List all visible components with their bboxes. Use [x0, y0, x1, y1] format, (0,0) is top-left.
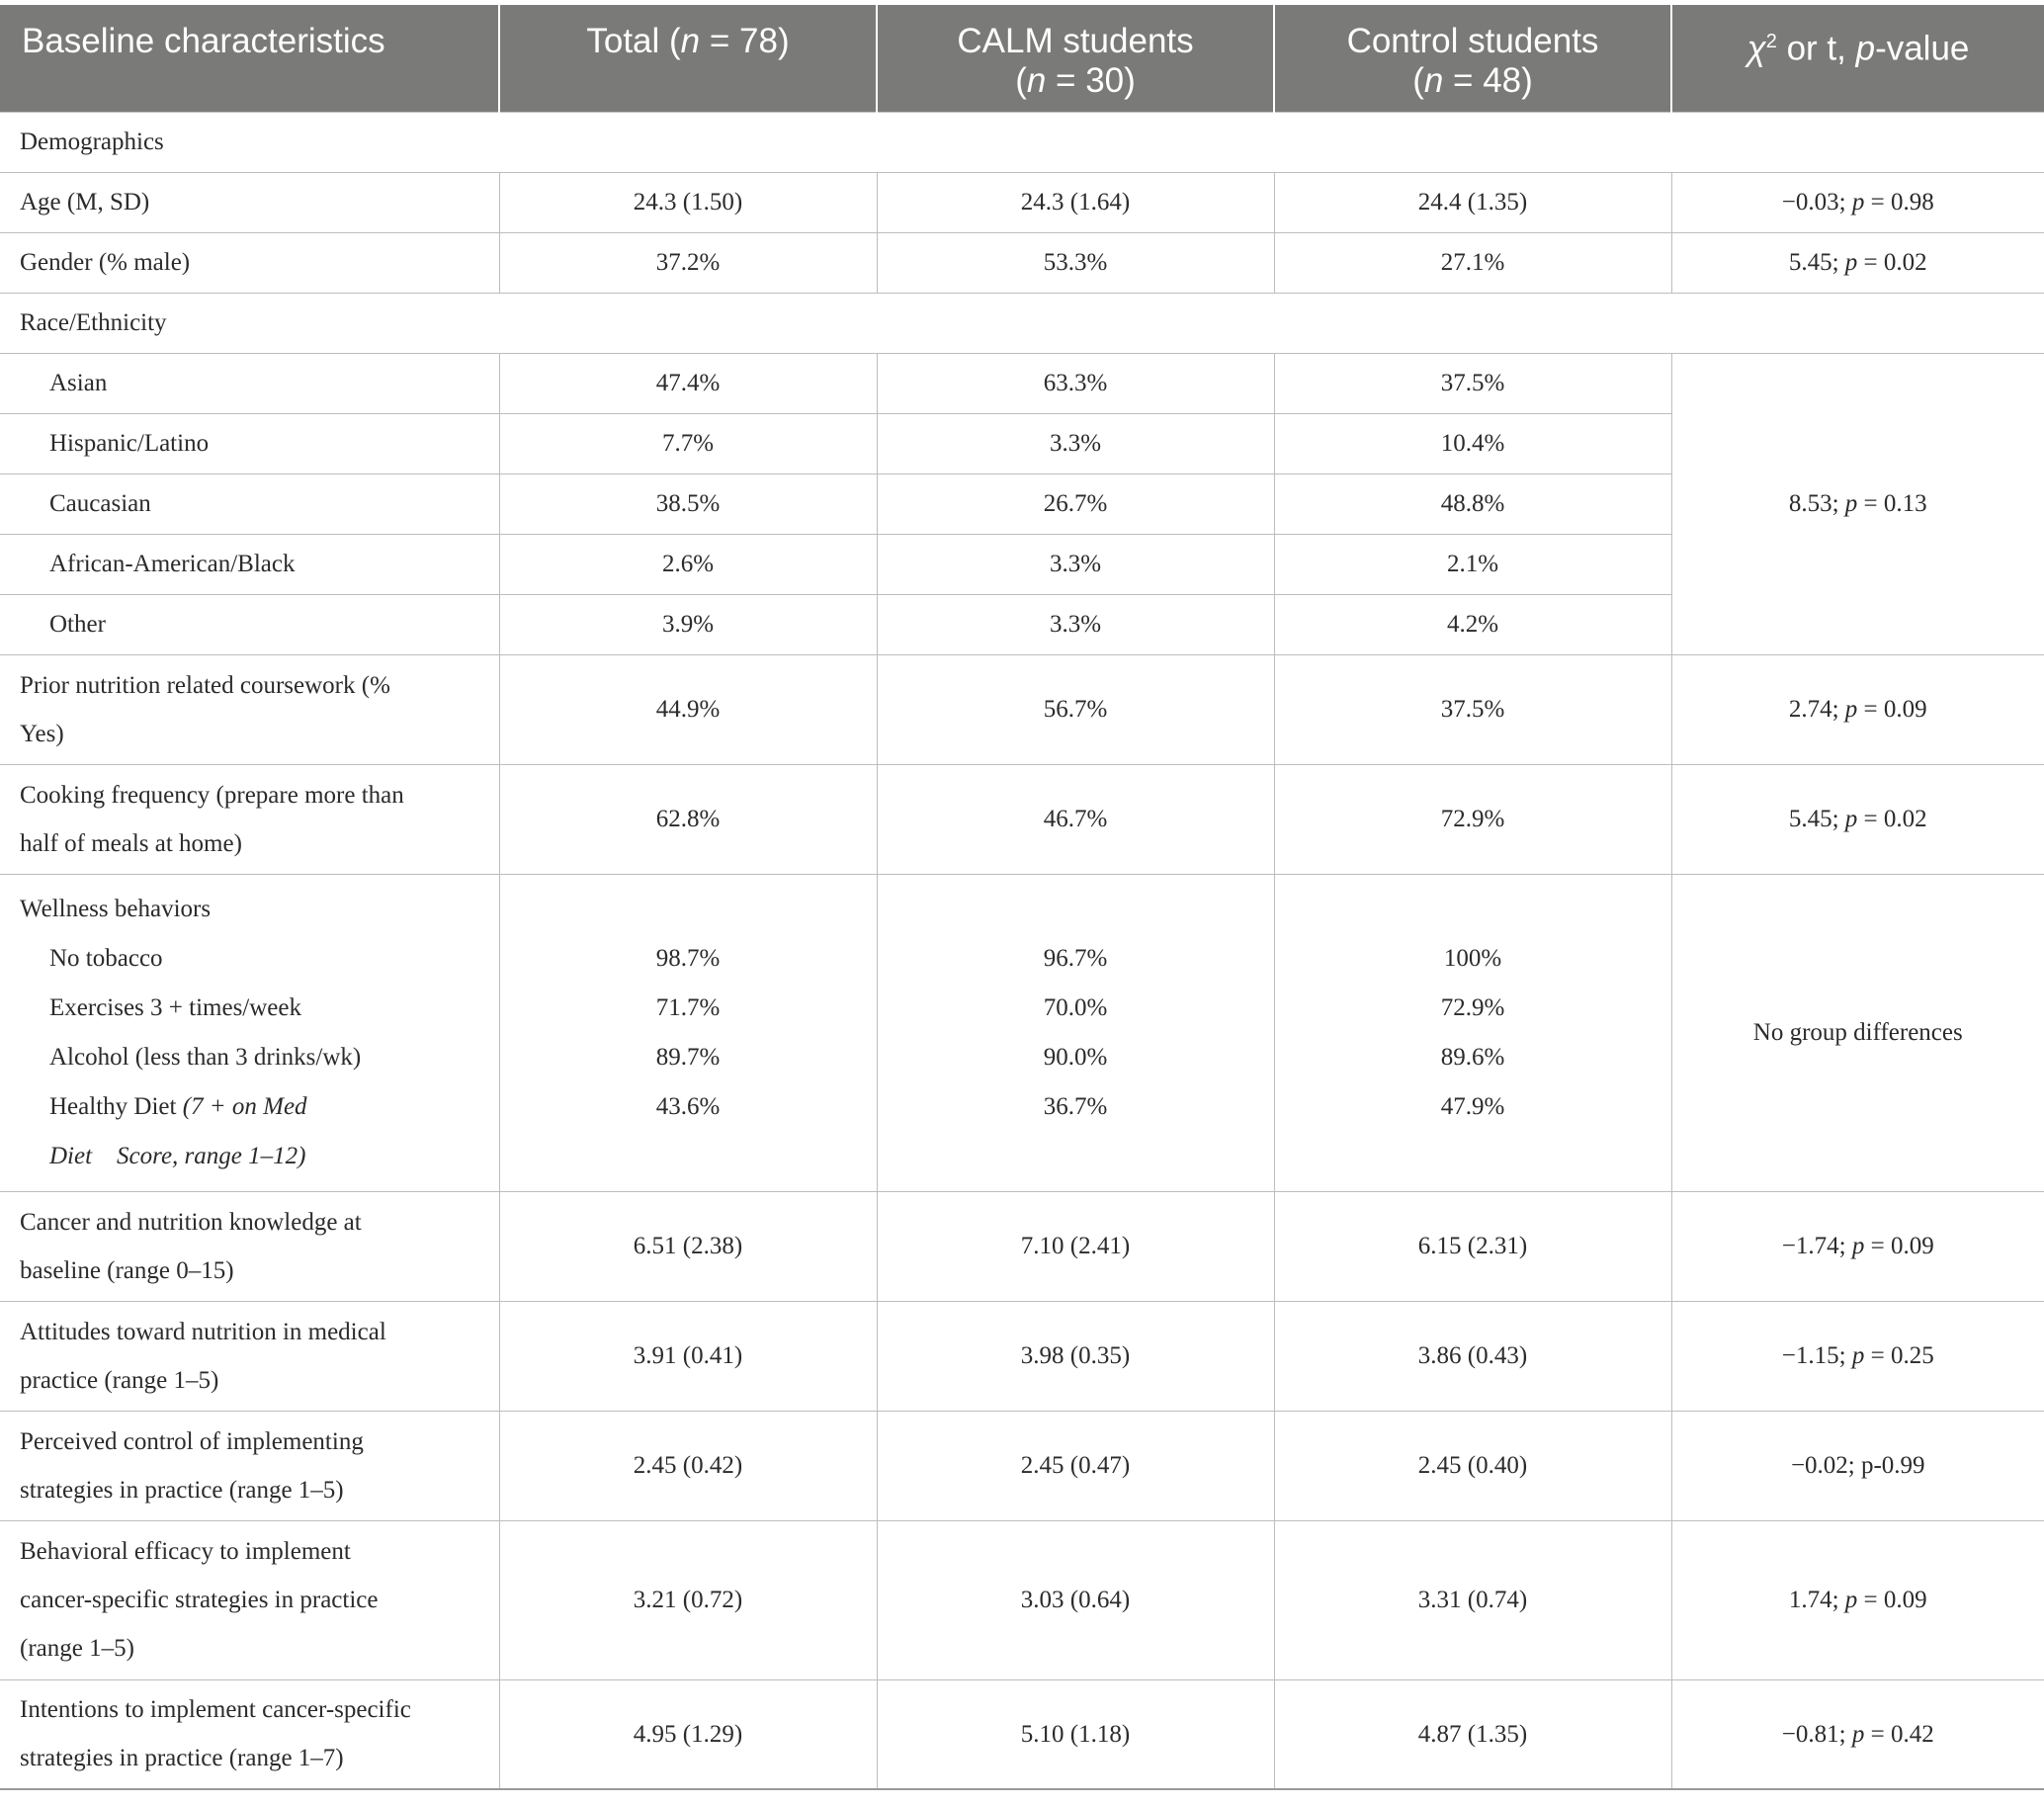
- header-total: [499, 5, 877, 112]
- header-row: [0, 5, 2044, 112]
- row-label-intentions: [0, 1679, 499, 1789]
- row-label-other: Other: [0, 594, 499, 654]
- cell-intentions-stat: [1671, 1679, 2044, 1789]
- header-control: [1274, 5, 1671, 112]
- table-row-age: [0, 172, 2044, 232]
- cell-knowledge-total: 6.51 (2.38): [499, 1191, 877, 1301]
- cell-gender-calm: 53.3%: [877, 232, 1274, 293]
- row-label-wellness: [0, 874, 499, 1191]
- wellness-item-diet: [20, 1082, 487, 1132]
- table-row-asian: [0, 353, 2044, 413]
- cell-prior-stat: [1671, 654, 2044, 764]
- stat-pval: = 0.02: [1857, 249, 1927, 276]
- header-calm-n: n: [1026, 61, 1047, 100]
- header-total-suffix: = 78): [700, 22, 790, 60]
- label-line: practice (range 1–5): [20, 1366, 219, 1394]
- section-row-demographics: [0, 112, 2044, 172]
- label-line: Yes): [20, 720, 64, 747]
- cell-african-calm: 3.3%: [877, 534, 1274, 594]
- stat-value: −0.81;: [1781, 1720, 1852, 1748]
- cell-prior-control: 37.5%: [1274, 654, 1671, 764]
- row-label-age: Age (M, SD): [0, 172, 499, 232]
- cell-perceived-total: 2.45 (0.42): [499, 1411, 877, 1520]
- wellness-value: 36.7%: [1043, 1092, 1108, 1120]
- cell-caucasian-calm: 26.7%: [877, 473, 1274, 534]
- table-row-cooking-frequency: [0, 764, 2044, 874]
- header-control-title: Control students: [1346, 22, 1599, 60]
- stat-value: 2.74;: [1788, 696, 1845, 723]
- stat-value: −0.03;: [1781, 189, 1852, 215]
- cell-intentions-total: 4.95 (1.29): [499, 1679, 877, 1789]
- header-statistic: [1671, 5, 2044, 112]
- cell-perceived-stat: −0.02; p-0.99: [1671, 1411, 2044, 1520]
- header-baseline-characteristics: Baseline characteristics: [0, 5, 499, 112]
- stat-pval: = 0.09: [1864, 1233, 1934, 1259]
- stat-p: p: [1851, 189, 1865, 215]
- wellness-value: 96.7%: [1043, 944, 1108, 972]
- cell-hispanic-control: 10.4%: [1274, 413, 1671, 473]
- label-line: Perceived control of implementing: [20, 1427, 364, 1455]
- table-row-intentions: [0, 1679, 2044, 1789]
- cell-age-control: 24.4 (1.35): [1274, 172, 1671, 232]
- stat-pval: = 0.09: [1857, 1587, 1927, 1613]
- cell-wellness-stat: No group differences: [1671, 874, 2044, 1191]
- wellness-heading: Wellness behaviors: [20, 895, 212, 922]
- wellness-value: 71.7%: [655, 993, 721, 1021]
- row-label-caucasian: Caucasian: [0, 473, 499, 534]
- stat-p: p: [1851, 1342, 1865, 1369]
- cell-knowledge-stat: [1671, 1191, 2044, 1301]
- cell-african-total: 2.6%: [499, 534, 877, 594]
- stat-value: 8.53;: [1788, 490, 1845, 517]
- cell-age-stat: [1671, 172, 2044, 232]
- cell-other-total: 3.9%: [499, 594, 877, 654]
- section-race-ethnicity: Race/Ethnicity: [0, 293, 2044, 353]
- table-row-gender: [0, 232, 2044, 293]
- cell-efficacy-control: 3.31 (0.74): [1274, 1520, 1671, 1679]
- label-line: half of meals at home): [20, 829, 242, 857]
- cell-efficacy-stat: [1671, 1520, 2044, 1679]
- stat-p: p: [1844, 490, 1858, 517]
- cell-race-stat: [1671, 353, 2044, 654]
- row-label-gender: Gender (% male): [0, 232, 499, 293]
- label-line: Behavioral efficacy to implement: [20, 1538, 351, 1565]
- stat-value: 1.74;: [1788, 1587, 1845, 1613]
- row-label-perceived-control: [0, 1411, 499, 1520]
- header-stat-mid: or t,: [1776, 29, 1856, 68]
- header-total-n: n: [680, 22, 701, 60]
- row-label-african-american: African-American/Black: [0, 534, 499, 594]
- header-control-n-line: [1285, 61, 1661, 101]
- cell-prior-calm: 56.7%: [877, 654, 1274, 764]
- header-calm-n-line: [888, 61, 1263, 101]
- header-calm: [877, 5, 1274, 112]
- header-stat-suffix: -value: [1875, 29, 1970, 68]
- cell-wellness-total: [499, 874, 877, 1191]
- cell-asian-total: 47.4%: [499, 353, 877, 413]
- row-label-knowledge: [0, 1191, 499, 1301]
- cell-perceived-control: 2.45 (0.40): [1274, 1411, 1671, 1520]
- label-line: cancer-specific strategies in practice: [20, 1587, 379, 1613]
- cell-age-total: 24.3 (1.50): [499, 172, 877, 232]
- stat-pval: = 0.25: [1864, 1342, 1934, 1369]
- header-chi-superscript: 2: [1765, 31, 1777, 52]
- table-row-attitudes: [0, 1301, 2044, 1411]
- wellness-item-diet-line2: Diet Score, range 1–12): [49, 1142, 306, 1169]
- cell-cooking-calm: 46.7%: [877, 764, 1274, 874]
- table-row-behavioral-efficacy: [0, 1520, 2044, 1679]
- row-label-behavioral-efficacy: [0, 1520, 499, 1679]
- cell-attitudes-total: 3.91 (0.41): [499, 1301, 877, 1411]
- cell-knowledge-control: 6.15 (2.31): [1274, 1191, 1671, 1301]
- stat-pval: = 0.98: [1864, 189, 1934, 215]
- row-label-cooking-frequency: [0, 764, 499, 874]
- cell-attitudes-calm: 3.98 (0.35): [877, 1301, 1274, 1411]
- stat-value: 5.45;: [1788, 806, 1845, 832]
- header-control-n: n: [1423, 61, 1444, 100]
- label-line: strategies in practice (range 1–7): [20, 1745, 344, 1772]
- header-calm-title: CALM students: [957, 22, 1194, 60]
- stat-p: p: [1851, 1233, 1865, 1259]
- cell-efficacy-calm: 3.03 (0.64): [877, 1520, 1274, 1679]
- diet-label: Healthy Diet: [49, 1092, 183, 1120]
- cell-gender-total: 37.2%: [499, 232, 877, 293]
- cell-hispanic-total: 7.7%: [499, 413, 877, 473]
- label-line: strategies in practice (range 1–5): [20, 1476, 344, 1504]
- label-line: baseline (range 0–15): [20, 1256, 234, 1284]
- header-control-suffix: = 48): [1443, 61, 1533, 100]
- section-demographics: Demographics: [0, 112, 2044, 172]
- label-line: Cooking frequency (prepare more than: [20, 781, 404, 809]
- stat-p: p: [1844, 249, 1858, 276]
- cell-gender-control: 27.1%: [1274, 232, 1671, 293]
- header-control-prefix: (: [1412, 61, 1424, 100]
- stat-pval: = 0.09: [1857, 696, 1927, 723]
- row-label-attitudes: [0, 1301, 499, 1411]
- stat-p: p: [1851, 1720, 1865, 1748]
- wellness-value: 47.9%: [1440, 1092, 1505, 1120]
- stat-pval: = 0.42: [1864, 1720, 1934, 1748]
- row-label-prior-coursework: [0, 654, 499, 764]
- diet-label-italic: (7 + on Med: [182, 1092, 307, 1120]
- cell-african-control: 2.1%: [1274, 534, 1671, 594]
- wellness-value: 89.7%: [655, 1043, 721, 1071]
- row-label-asian: Asian: [0, 353, 499, 413]
- stat-p: p: [1844, 806, 1858, 832]
- cell-wellness-calm: [877, 874, 1274, 1191]
- label-line: (range 1–5): [20, 1635, 134, 1662]
- label-line: Cancer and nutrition knowledge at: [20, 1208, 362, 1236]
- row-label-hispanic: Hispanic/Latino: [0, 413, 499, 473]
- cell-caucasian-control: 48.8%: [1274, 473, 1671, 534]
- cell-knowledge-calm: 7.10 (2.41): [877, 1191, 1274, 1301]
- cell-intentions-calm: 5.10 (1.18): [877, 1679, 1274, 1789]
- wellness-value: 72.9%: [1440, 993, 1505, 1021]
- table-row-prior-coursework: [0, 654, 2044, 764]
- stat-p: p: [1844, 1587, 1858, 1613]
- table-row-perceived-control: [0, 1411, 2044, 1520]
- wellness-item-exercise: Exercises 3 + times/week: [49, 993, 301, 1021]
- label-line: Intentions to implement cancer-specific: [20, 1696, 411, 1724]
- wellness-value: 98.7%: [655, 944, 721, 972]
- cell-cooking-control: 72.9%: [1274, 764, 1671, 874]
- cell-cooking-stat: [1671, 764, 2044, 874]
- header-stat-p: p: [1855, 29, 1876, 68]
- label-line: Attitudes toward nutrition in medical: [20, 1318, 386, 1345]
- header-chi-symbol: χ: [1746, 29, 1766, 68]
- cell-asian-calm: 63.3%: [877, 353, 1274, 413]
- table-row-wellness-behaviors: [0, 874, 2044, 1191]
- baseline-characteristics-table: [0, 5, 2044, 1790]
- wellness-value: 89.6%: [1440, 1043, 1505, 1071]
- wellness-item-alcohol: Alcohol (less than 3 drinks/wk): [49, 1043, 362, 1071]
- stat-value: −1.74;: [1781, 1233, 1852, 1259]
- cell-age-calm: 24.3 (1.64): [877, 172, 1274, 232]
- cell-perceived-calm: 2.45 (0.47): [877, 1411, 1274, 1520]
- wellness-item-tobacco: No tobacco: [49, 944, 163, 972]
- stat-pval: = 0.13: [1857, 490, 1927, 517]
- label-line: Prior nutrition related coursework (%: [20, 671, 390, 699]
- cell-hispanic-calm: 3.3%: [877, 413, 1274, 473]
- cell-gender-stat: [1671, 232, 2044, 293]
- cell-asian-control: 37.5%: [1274, 353, 1671, 413]
- wellness-value: 90.0%: [1043, 1043, 1108, 1071]
- cell-other-calm: 3.3%: [877, 594, 1274, 654]
- stat-p: p: [1844, 696, 1858, 723]
- cell-efficacy-total: 3.21 (0.72): [499, 1520, 877, 1679]
- header-calm-suffix: = 30): [1046, 61, 1136, 100]
- section-row-race: [0, 293, 2044, 353]
- cell-attitudes-control: 3.86 (0.43): [1274, 1301, 1671, 1411]
- cell-other-control: 4.2%: [1274, 594, 1671, 654]
- wellness-value: 70.0%: [1043, 993, 1108, 1021]
- wellness-value: 100%: [1443, 944, 1502, 972]
- header-total-prefix: Total (: [586, 22, 681, 60]
- cell-wellness-control: [1274, 874, 1671, 1191]
- stat-pval: = 0.02: [1857, 806, 1927, 832]
- table-row-knowledge: [0, 1191, 2044, 1301]
- stat-value: −1.15;: [1781, 1342, 1852, 1369]
- cell-cooking-total: 62.8%: [499, 764, 877, 874]
- cell-caucasian-total: 38.5%: [499, 473, 877, 534]
- cell-intentions-control: 4.87 (1.35): [1274, 1679, 1671, 1789]
- wellness-value: 43.6%: [655, 1092, 721, 1120]
- header-calm-prefix: (: [1015, 61, 1027, 100]
- cell-prior-total: 44.9%: [499, 654, 877, 764]
- stat-value: 5.45;: [1788, 249, 1845, 276]
- cell-attitudes-stat: [1671, 1301, 2044, 1411]
